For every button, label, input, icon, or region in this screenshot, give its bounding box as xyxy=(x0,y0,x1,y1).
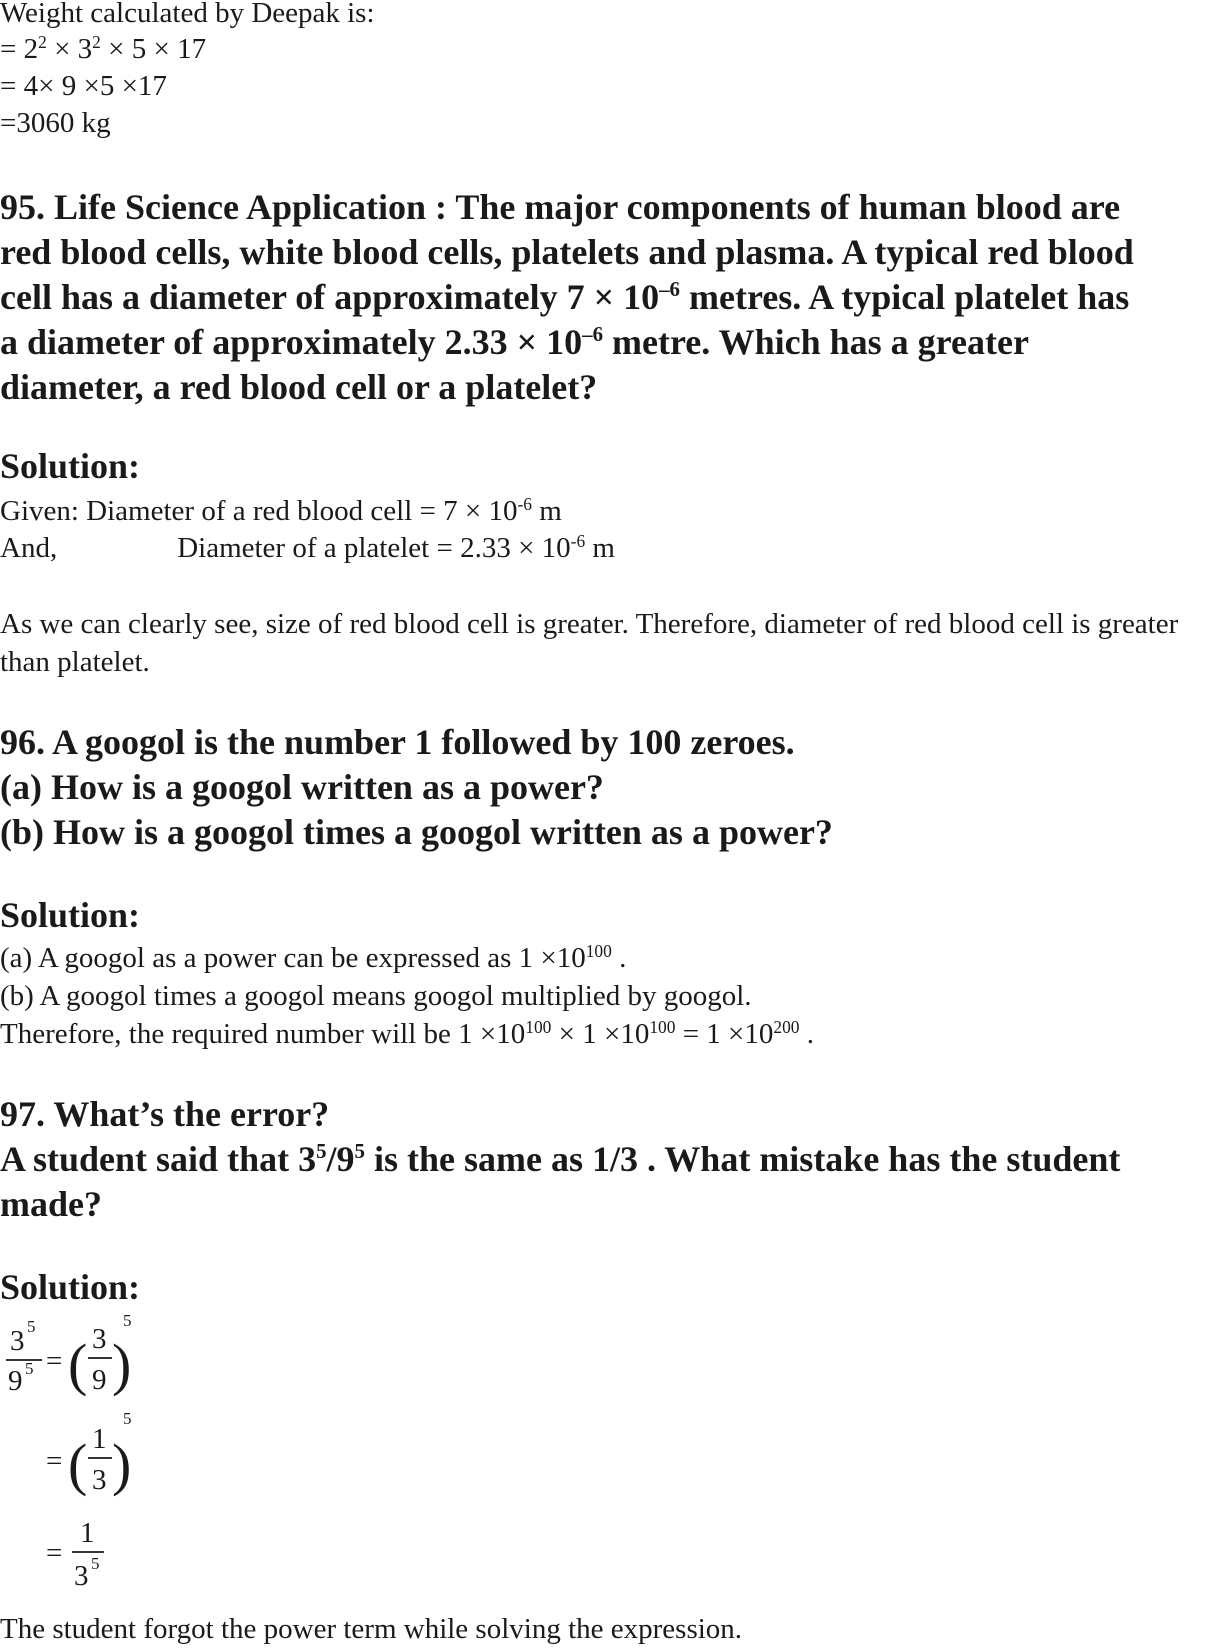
weight-factor-line: = $2^2 \times 3^2 \times 5 \times 17$ xyxy=(0,32,207,65)
solution-96-result: Therefore, the required number will be $1 \times 10^{100} \times 1 \times 10^{100} = 1 \times 10^{200}$ . xyxy=(0,1017,814,1050)
paren-numerator: 3 xyxy=(92,1323,107,1355)
equals-sign-3: = xyxy=(46,1537,63,1569)
final-numerator: 1 xyxy=(80,1517,95,1549)
solution-95-platelet: And, Diameter of a platelet = $2.33 \times 10^{-6}$ m xyxy=(0,531,615,564)
solution-96-part-a: (a) A googol as a power can be expressed as $1 \times 10^{100}$ . xyxy=(0,941,627,974)
question-96 xyxy=(0,720,1229,855)
solution-95-heading: Solution: xyxy=(0,446,141,486)
solution-95-conclusion: As we can clearly see, size of red blood cell is greater. Therefore, diameter of red blood cell is greater than platelet. xyxy=(0,608,1179,678)
weight-product-line: = 4× 9 ×5 ×17 xyxy=(0,70,167,102)
paren-numerator-2: 1 xyxy=(92,1423,107,1455)
solution-95-given: Given: Diameter of a red blood cell = $7 \times 10^{-6}$ m xyxy=(0,494,562,527)
equals-sign-2: = xyxy=(46,1445,63,1477)
question-95-line-4: a diameter of approximately $2.33 \times 10^{-6}$ metre. Which has a greater xyxy=(0,322,1029,362)
question-95-line-5: diameter, a red blood cell or a platelet? xyxy=(0,367,598,407)
weight-result-line: =3060 kg xyxy=(0,107,111,139)
final-denominator: 3 xyxy=(74,1560,89,1592)
fraction-numerator-exponent: 5 xyxy=(27,1317,36,1336)
outer-exponent-2: 5 xyxy=(123,1409,132,1428)
equals-sign: = xyxy=(46,1345,63,1377)
question-97-line-3: made? xyxy=(0,1184,102,1224)
question-95-line-2: red blood cells, white blood cells, platelets and plasma. A typical red blood xyxy=(0,232,1134,272)
paren-denominator: 9 xyxy=(92,1364,107,1396)
question-97 xyxy=(0,1092,1229,1227)
final-denominator-exponent: 5 xyxy=(91,1554,100,1573)
right-paren-2: ) xyxy=(112,1432,132,1497)
fraction-denominator-exponent: 5 xyxy=(25,1359,34,1378)
right-paren: ) xyxy=(112,1332,132,1397)
solution-96-part-b: (b) A googol times a googol means googol multiplied by googol. xyxy=(0,980,752,1012)
left-paren-2: ( xyxy=(68,1432,88,1497)
question-96-line-1: 96. A googol is the number 1 followed by 100 zeroes. xyxy=(0,722,795,762)
solution-96-heading: Solution: xyxy=(0,895,141,935)
solution-97-conclusion: The student forgot the power term while solving the expression. xyxy=(0,1613,743,1645)
weight-intro-line: Weight calculated by Deepak is: xyxy=(0,0,375,29)
fraction-numerator: 3 xyxy=(10,1325,25,1357)
solution-97-math xyxy=(0,1310,300,1600)
solution-97-heading: Solution: xyxy=(0,1267,141,1307)
question-95-line-1: 95. Life Science Application : The major components of human blood are xyxy=(0,187,1121,227)
question-96-line-2: (a) How is a googol written as a power? xyxy=(0,767,604,807)
question-97-line-2: A student said that $3^5/9^5$ is the same as 1/3 . What mistake has the student xyxy=(0,1139,1121,1179)
outer-exponent: 5 xyxy=(123,1311,132,1330)
question-97-line-1: 97. What’s the error? xyxy=(0,1094,330,1134)
question-95-line-3: cell has a diameter of approximately $7 \times 10^{-6}$ metres. A typical platelet has xyxy=(0,277,1130,317)
question-96-line-3: (b) How is a googol times a googol written as a power? xyxy=(0,812,833,852)
fraction-denominator: 9 xyxy=(8,1365,23,1397)
question-95 xyxy=(0,185,1229,410)
paren-denominator-2: 3 xyxy=(92,1464,107,1496)
left-paren: ( xyxy=(68,1332,88,1397)
